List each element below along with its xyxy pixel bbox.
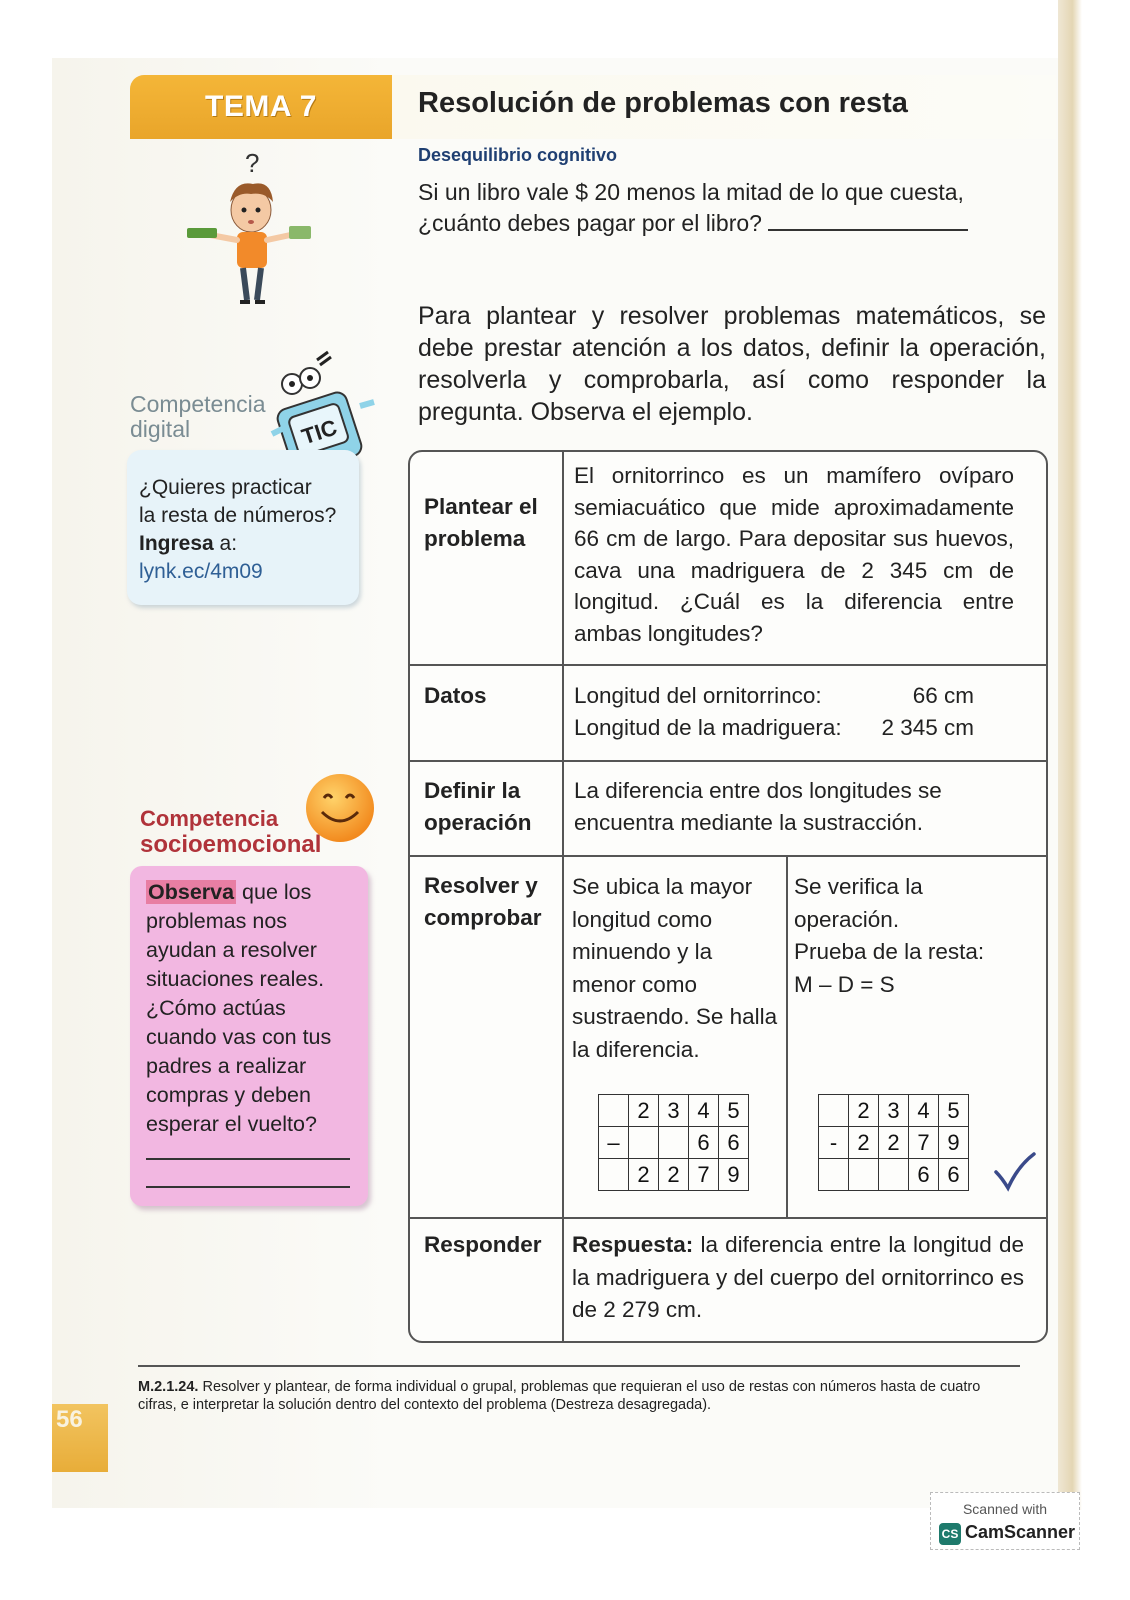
grid-left-cell: 3 [659,1095,689,1127]
socio-reflection-box [130,866,368,1206]
challenge-label: Desequilibrio cognitivo [418,145,618,165]
ingresa-label: Ingresa [139,532,214,555]
resolver-left-text: Se ubica la mayor longitud como minuendo y la menor como sustraendo. Se halla la diferencia. [572,874,778,1062]
grid-right-row [819,1159,969,1191]
grid-left-cell: 2 [629,1095,659,1127]
row-label-resolver [424,870,542,934]
grid-right-row [819,1095,969,1127]
datos-row1-value: 66 cm [912,683,974,708]
curriculum-footnote [138,1378,1018,1414]
row-divider [410,1217,1046,1219]
tema-tab [130,75,392,139]
answer-label: Respuesta: [572,1232,694,1257]
page-number-tab [52,1404,108,1472]
page-edge [1058,0,1082,1510]
digital-competence-title [130,392,266,442]
skill-description: Resolver y plantear, de forma individual o grupal, problemas que requieran el uso de restas con números hasta de cuatro cifras, e interpretar la solución dentro del contexto del problema (Destreza desagregada). [138,1379,981,1413]
plantear-text: El ornitorrinco es un mamífero ovíparo semiacuático que mide aproximadamente 66 cm de largo. Para depositar sus huevos, cava una madriguera de 2 345 cm de longitud. ¿Cuál es la diferencia entre ambas longitudes? [574,463,1014,646]
row-label-datos: Datos [424,683,487,708]
digital-text-line2: la resta de números? [139,504,337,527]
tic-label: TIC [298,414,341,450]
grid-left-cell: 4 [689,1095,719,1127]
digital-practice-box [127,450,359,605]
problem-solving-table [408,450,1048,1343]
smiley-face-icon [300,768,380,848]
column-divider [562,452,564,1343]
answer-text: la diferencia entre la longitud de la madriguera y del cuerpo del ornitorrinco es de 2 279 cm. [572,1232,1024,1322]
grid-right-cell [879,1159,909,1191]
socio-title-line1: Competencia [140,806,279,831]
grid-left-cell: 6 [719,1127,749,1159]
row-divider [410,855,1046,857]
row-label-definir [424,775,532,839]
grid-right-cell: 2 [849,1127,879,1159]
ingresa-suffix: a: [213,532,238,555]
challenge-question-line2: ¿cuánto debes pagar por el libro? [418,210,762,236]
footer-divider [138,1365,1020,1367]
grid-right-cell: 7 [909,1127,939,1159]
verify-formula: M – D = S [794,971,895,997]
grid-left-row [599,1159,749,1191]
verification-grid [818,1094,969,1191]
socio-competence-title [140,806,321,858]
row-label-plantear [424,491,538,555]
grid-left-cell: 2 [659,1159,689,1191]
grid-right-cell: 3 [879,1095,909,1127]
verify-line2: operación. [794,906,900,932]
observa-highlight: Observa [148,880,235,904]
grid-right-cell: 9 [939,1127,969,1159]
row-label-responder: Responder [424,1232,542,1257]
plantear-label-line2: problema [424,526,526,551]
challenge-question [418,177,1038,239]
answer-line-2[interactable] [146,1186,350,1188]
grid-right-cell: 5 [939,1095,969,1127]
grid-left-cell [599,1159,629,1191]
camscanner-logo-icon: CS [939,1523,961,1545]
grid-left-cell [599,1095,629,1127]
camscanner-brand: CamScanner [965,1522,1076,1542]
thinking-kid-icon [185,150,325,315]
grid-right-cell: 4 [909,1095,939,1127]
grid-left-cell: 2 [629,1159,659,1191]
definir-label-line1: Definir la [424,778,521,803]
digital-ingresa [139,530,347,558]
grid-right-cell: - [819,1127,849,1159]
grid-left-cell: – [599,1127,629,1159]
grid-right-cell [819,1159,849,1191]
verify-line3: Prueba de la resta: [794,939,985,964]
resolver-label-line1: Resolver y [424,873,538,898]
grid-left-row [599,1127,749,1159]
title-band [392,75,1056,139]
digital-text-line1: ¿Quieres practicar [139,476,312,499]
practice-link[interactable]: lynk.ec/4m09 [139,560,263,583]
datos-values [864,680,974,743]
datos-row1-label: Longitud del ornitorrinco: [574,683,822,708]
subcolumn-divider [786,855,788,1217]
datos-row2-label: Longitud de la madriguera: [574,714,842,740]
tema-label: TEMA 7 [205,90,317,123]
page-number: 56 [56,1406,83,1433]
grid-left-cell: 9 [719,1159,749,1191]
grid-right-cell: 2 [849,1095,879,1127]
verify-line1: Se verifica la [794,874,923,899]
grid-left-cell [659,1127,689,1159]
digital-title-line1: Competencia [130,391,266,417]
datos-row2-value: 2 345 cm [881,714,974,740]
datos-labels [574,680,864,743]
socio-text: que los problemas nos ayudan a resolver situaciones reales. ¿Cómo actúas cuando vas con tus padres a realizar compras y deben esperar el vuelto? [146,880,332,1136]
resolver-right-text [794,871,1034,1001]
grid-left-cell: 6 [689,1127,719,1159]
intro-paragraph: Para plantear y resolver problemas matemáticos, se debe prestar atención a los datos, definir la operación, resolverla y comprobarla, así como responder la pregunta. Observa el ejemplo. [418,302,1046,426]
resolver-label-line2: comprobar [424,905,542,930]
definir-label-line2: operación [424,810,532,835]
grid-right-cell: 6 [909,1159,939,1191]
grid-right-cell [819,1095,849,1127]
row-divider [410,664,1046,666]
subtraction-grid [598,1094,749,1191]
checkmark-icon [992,1150,1036,1196]
page-title: Resolución de problemas con resta [418,87,908,119]
answer-line-1[interactable] [146,1158,350,1160]
answer-blank-line [768,211,968,231]
grid-right-row [819,1127,969,1159]
socio-title-line2: socioemocional [140,831,322,858]
plantear-label-line1: Plantear el [424,494,538,519]
definir-text: La diferencia entre dos longitudes se encuentra mediante la sustracción. [574,778,942,835]
grid-left-cell: 5 [719,1095,749,1127]
grid-left-cell: 7 [689,1159,719,1191]
challenge-question-line1: Si un libro vale $ 20 menos la mitad de lo que cuesta, [418,179,964,205]
svg-text:?: ? [245,150,260,178]
row-divider [410,760,1046,762]
responder-text [572,1229,1024,1327]
grid-right-cell: 6 [939,1159,969,1191]
scanned-with-text: Scanned with [962,1501,1048,1517]
grid-left-row [599,1095,749,1127]
grid-right-cell: 2 [879,1127,909,1159]
camscanner-badge [930,1492,1080,1550]
digital-title-line2: digital [130,416,191,442]
grid-left-cell [629,1127,659,1159]
skill-code: M.2.1.24. [138,1379,199,1395]
grid-right-cell [849,1159,879,1191]
